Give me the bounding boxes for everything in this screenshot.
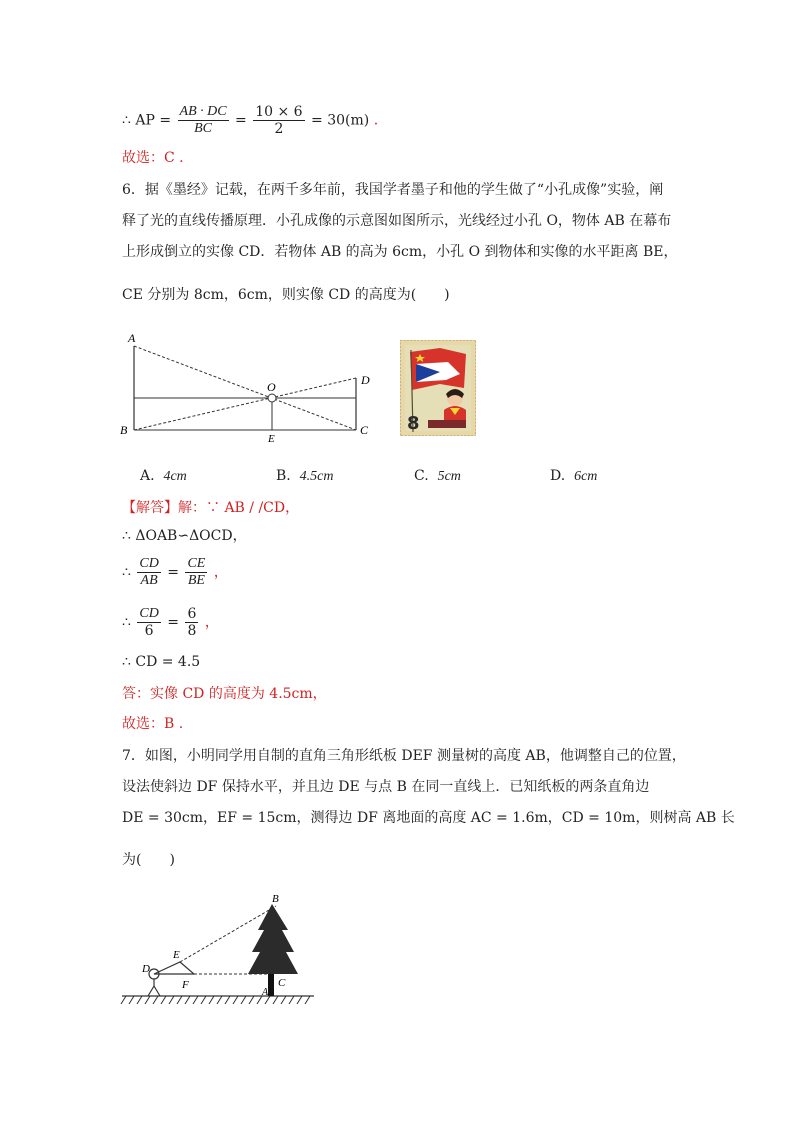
fraction-6-over-8 xyxy=(185,606,198,639)
solution-6-line-4 xyxy=(122,606,219,639)
solution-6-line-2 xyxy=(122,526,247,546)
comma: ， xyxy=(204,614,219,631)
question-6-line-1: 6．据《墨经》记载，在两千多年前，我国学者墨子和他的学生做了“小孔成像”实验，阐 xyxy=(122,182,664,198)
label-c: C xyxy=(278,977,286,989)
person-leg-right xyxy=(154,986,160,996)
option-key: C. xyxy=(414,468,429,484)
fraction-denominator: 8 xyxy=(187,623,197,639)
fraction-10x6-over-2 xyxy=(253,104,304,137)
question-6-line-3: 上形成倒立的实像 CD．若物体 AB 的高为 6cm，小孔 O 到物体和实像的水平距离 BE， xyxy=(122,244,678,260)
pinhole-diagram xyxy=(118,328,380,446)
fraction-denominator: BE xyxy=(187,573,205,588)
solution-5-formula xyxy=(122,104,378,137)
label-e: E xyxy=(173,949,180,961)
solution-6-choice: 故选：B . xyxy=(122,716,184,732)
ground-hatching xyxy=(121,996,310,1004)
fraction-denominator: AB xyxy=(140,573,158,588)
tree-crown xyxy=(248,904,298,974)
stamp-value: 8 xyxy=(407,413,420,434)
fraction-numerator: 6 xyxy=(187,606,197,622)
question-7-line-3: DE = 30cm，EF = 15cm，测得边 DF 离地面的高度 AC = 1.6m，CD = 10m，则树高 AB 长 xyxy=(122,810,735,826)
option-value: 4cm xyxy=(163,469,187,484)
label-d: D xyxy=(361,373,370,387)
option-value: 5cm xyxy=(437,469,461,484)
question-7-line-1: 7．如图，小明同学用自制的直角三角形纸板 DEF 测量树的高度 AB，他调整自己的位置， xyxy=(122,748,686,764)
solution-6-line-3 xyxy=(122,556,228,589)
person-leg-left xyxy=(148,986,154,996)
solution-6-answer: 答：实像 CD 的高度为 4.5cm， xyxy=(122,686,327,702)
fraction-numerator: 10 × 6 xyxy=(255,104,303,120)
question-6-line-2: 释了光的直线传播原理．小孔成像的示意图如图所示，光线经过小孔 O，物体 AB 在幕布 xyxy=(122,213,672,229)
fraction-ab-dc-over-bc xyxy=(178,104,229,137)
fraction-numerator: AB · DC xyxy=(179,104,227,119)
fraction-denominator: 2 xyxy=(274,121,284,137)
solution-6-line-1 xyxy=(122,498,299,518)
solution-6-line-5: ∴ CD = 4.5 xyxy=(122,654,201,670)
formula-period: . xyxy=(373,112,379,129)
therefore-sign: ∴ xyxy=(122,564,131,581)
solution-tag: 【解答】 xyxy=(122,500,178,516)
therefore-sign: ∴ xyxy=(122,614,131,631)
label-b: B xyxy=(120,423,128,437)
similar-triangles: ∴ ΔOAB∽ΔOCD， xyxy=(122,528,247,544)
label-e: E xyxy=(268,433,275,445)
option-c[interactable] xyxy=(414,468,461,485)
equals-sign: = xyxy=(235,112,247,129)
question-6-line-4: CE 分别为 8cm，6cm，则实像 CD 的高度为( ) xyxy=(122,287,450,303)
option-b[interactable] xyxy=(276,468,333,485)
formula-result: = 30(m) xyxy=(311,112,370,129)
fraction-numerator: CE xyxy=(187,556,206,571)
label-a: A xyxy=(262,987,269,998)
formula-prefix: ∴ AP = xyxy=(122,112,172,129)
label-c: C xyxy=(360,423,369,437)
solution-5-answer: 故选：C . xyxy=(122,150,184,166)
comma: ， xyxy=(213,564,228,581)
label-a: A xyxy=(128,331,136,345)
triangle-def xyxy=(154,962,194,974)
tree-trunk xyxy=(268,974,274,996)
option-value: 4.5cm xyxy=(299,469,334,484)
fraction-denominator: 6 xyxy=(144,623,154,639)
label-f: F xyxy=(182,979,189,991)
tree-measurement-diagram xyxy=(118,890,318,1016)
label-d: D xyxy=(142,963,150,975)
ray-a-to-c xyxy=(134,346,356,430)
fraction-cd-over-6 xyxy=(137,606,160,639)
ray-b-to-d xyxy=(134,378,356,430)
option-key: B. xyxy=(276,468,291,484)
fraction-ce-over-be xyxy=(185,556,207,589)
stamp-image xyxy=(400,340,476,436)
label-o: O xyxy=(267,380,276,394)
option-a[interactable] xyxy=(140,468,187,485)
label-b: B xyxy=(272,893,279,905)
solution-6-given: 解：∵ AB / /CD， xyxy=(178,500,300,516)
fraction-numerator: CD xyxy=(139,606,159,621)
equals-sign: = xyxy=(167,564,180,581)
option-value: 6cm xyxy=(574,469,598,484)
fraction-denominator: BC xyxy=(194,121,212,136)
option-key: D. xyxy=(550,468,566,484)
option-d[interactable] xyxy=(550,468,597,485)
question-7-line-4: 为( ) xyxy=(122,852,175,868)
fraction-numerator: CD xyxy=(139,556,159,571)
fraction-cd-over-ab xyxy=(137,556,160,589)
pinhole-o xyxy=(268,394,276,402)
question-7-line-2: 设法使斜边 DF 保持水平，并且边 DE 与点 B 在同一直线上．已知纸板的两条直角边 xyxy=(122,779,650,795)
option-key: A. xyxy=(140,468,155,484)
equals-sign: = xyxy=(167,614,180,631)
